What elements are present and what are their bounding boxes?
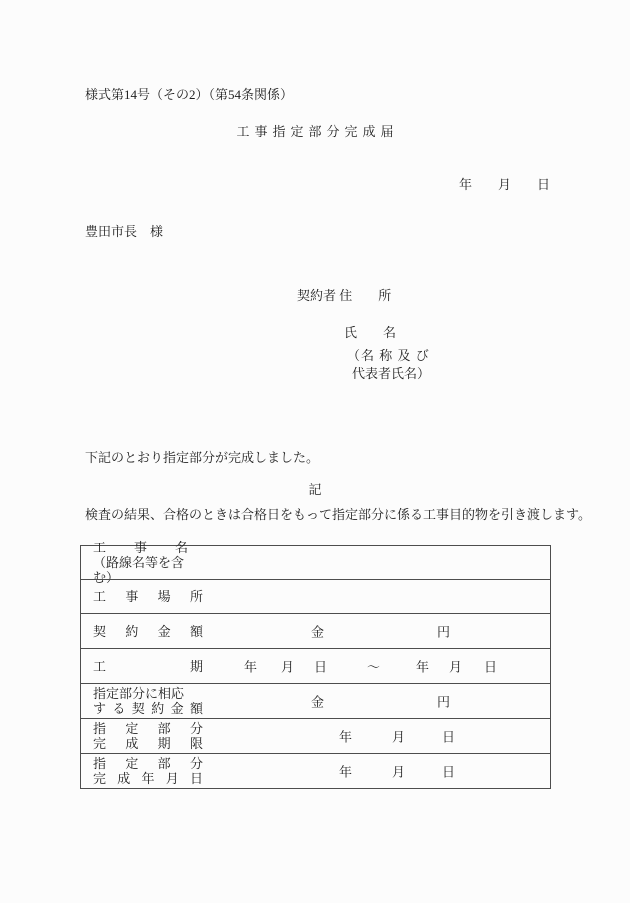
- body-line-2: 検査の結果、合格のときは合格日をもって指定部分に係る工事目的物を引き渡します。: [85, 507, 591, 522]
- row-label-line: 完成期限: [93, 736, 203, 751]
- day-label: 日: [442, 729, 456, 745]
- table-row-work-period: [81, 648, 550, 683]
- body-line-1: 下記のとおり指定部分が完成しました。: [85, 450, 320, 465]
- row-label-line: 完成年月日: [93, 771, 203, 786]
- row-label: [93, 589, 203, 604]
- contractor-note-line1: （名 称 及 び: [347, 348, 430, 363]
- table-row-completion-deadline: [81, 718, 550, 753]
- yen-suffix-label: 円: [437, 694, 451, 710]
- month-label: 月: [392, 764, 406, 780]
- table-row-work-name: [81, 540, 550, 585]
- year-label: 年: [339, 729, 353, 745]
- year-label: 年: [339, 764, 353, 780]
- record-marker: 記: [308, 482, 322, 497]
- row-label-line: 指定部分に相応: [93, 686, 185, 701]
- year-label: 年: [416, 659, 430, 675]
- row-label: [93, 721, 203, 751]
- day-label: 日: [314, 659, 328, 675]
- row-label: [93, 756, 203, 786]
- row-label: [93, 624, 203, 639]
- day-label: 日: [442, 764, 456, 780]
- month-label: 月: [281, 659, 295, 675]
- contractor-name-label: 氏 名: [344, 325, 397, 340]
- addressee: 豊田市長 様: [85, 224, 164, 239]
- yen-prefix-label: 金: [311, 694, 325, 710]
- row-label: [93, 659, 203, 674]
- tilde-separator: ～: [367, 659, 381, 675]
- form-number: 様式第14号（その2）（第54条関係）: [85, 87, 294, 102]
- contractor-address-label: 契約者 住 所: [297, 288, 392, 303]
- row-label-line: 指定部分: [93, 721, 203, 736]
- row-label-line: （路線名等を含む）: [93, 555, 185, 585]
- row-label-line: 工事名: [93, 540, 188, 555]
- page-title: 工事指定部分完成届: [236, 124, 399, 139]
- row-label-line: 工事場所: [93, 589, 203, 604]
- row-label-line: 指定部分: [93, 756, 203, 771]
- yen-suffix-label: 円: [437, 624, 451, 640]
- date-line: 年 月 日: [459, 177, 551, 192]
- form-table: [80, 540, 551, 789]
- month-label: 月: [392, 729, 406, 745]
- month-label: 月: [449, 659, 463, 675]
- row-label-line: する契約金額: [93, 701, 203, 716]
- table-row-designated-portion-amount: [81, 683, 550, 718]
- row-label-line: 工期: [93, 658, 203, 674]
- table-row-completion-date: [81, 753, 550, 788]
- yen-prefix-label: 金: [311, 624, 325, 640]
- table-row-work-location: [81, 579, 550, 613]
- contractor-note-line2: 代表者氏名）: [352, 366, 431, 381]
- day-label: 日: [484, 659, 498, 675]
- year-label: 年: [244, 659, 258, 675]
- row-label: [93, 686, 203, 716]
- row-label-line: 契約金額: [93, 623, 203, 639]
- table-row-contract-amount: [81, 613, 550, 648]
